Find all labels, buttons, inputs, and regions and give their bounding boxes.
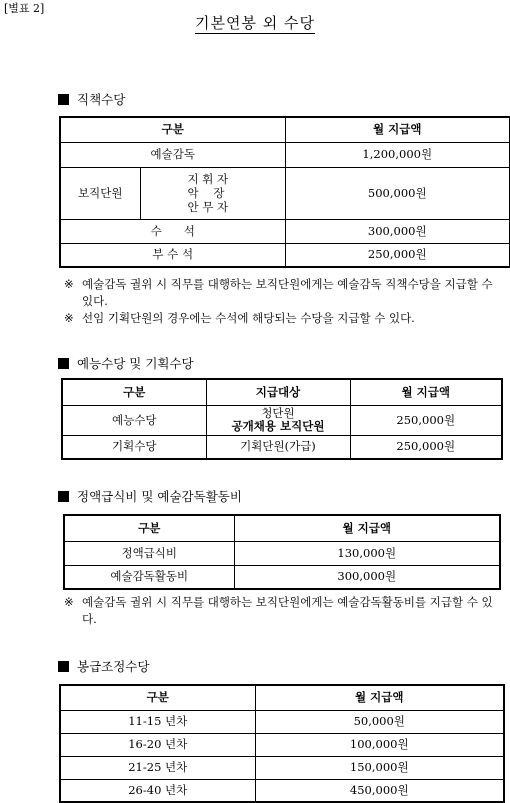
section-heading-text: 직책수당 (77, 92, 126, 107)
section-heading-position-allowance (58, 90, 125, 108)
row-amount: 1,200,000원 (285, 142, 510, 167)
position-allowance-table (59, 116, 510, 268)
header-monthly-amount: 월 지급액 (255, 685, 504, 710)
section-heading-meal-allowance (58, 487, 242, 505)
header-monthly-amount: 월 지급액 (234, 515, 500, 541)
footnote (64, 594, 504, 628)
row-target (206, 405, 350, 435)
row-amount: 100,000원 (255, 733, 504, 756)
page-title-text: 기본연봉 외 수당 (195, 14, 315, 32)
footnote (64, 276, 504, 327)
square-bullet-icon (58, 94, 69, 105)
table-row (60, 756, 504, 779)
table-header-row (60, 685, 504, 710)
table-row (60, 779, 504, 802)
row-label: 11-15 년차 (60, 710, 255, 733)
section-heading-pay-adjustment (58, 657, 149, 675)
row-label: 예술감독활동비 (64, 565, 234, 589)
row-label: 예능수당 (62, 405, 206, 435)
note-text: 예술감독 궐위 시 직무를 대행하는 보직단원에게는 예술감독활동비를 지급할 수 있다. (82, 595, 493, 626)
row-label: 기획수당 (62, 435, 206, 459)
table-row (60, 142, 510, 167)
note-text: 예술감독 궐위 시 직무를 대행하는 보직단원에게는 예술감독 직책수당을 지급할 수 있다. (82, 277, 493, 308)
row-label: 수 석 (60, 219, 285, 243)
table-row (62, 405, 502, 435)
row-amount: 300,000원 (234, 565, 500, 589)
row-group-label: 보직단원 (60, 167, 140, 219)
square-bullet-icon (58, 661, 69, 672)
table-row (64, 541, 500, 565)
header-target: 지급대상 (206, 379, 350, 405)
target-line: 청단원 (261, 406, 295, 420)
table-row (60, 243, 510, 267)
row-amount: 250,000원 (350, 435, 502, 459)
row-amount: 450,000원 (255, 779, 504, 802)
row-label: 26-40 년차 (60, 779, 255, 802)
row-label: 부 수 석 (60, 243, 285, 267)
header-monthly-amount: 월 지급액 (350, 379, 502, 405)
row-amount: 250,000원 (350, 405, 502, 435)
table-row (60, 219, 510, 243)
square-bullet-icon (58, 358, 69, 369)
table-row (60, 167, 510, 219)
row-target: 기획단원(가급) (206, 435, 350, 459)
section-heading-text: 정액급식비 및 예술감독활동비 (77, 489, 242, 504)
table-row (64, 565, 500, 589)
section-heading-text: 봉급조정수당 (77, 659, 150, 674)
row-amount: 300,000원 (285, 219, 510, 243)
note-mark: ※ (64, 595, 74, 609)
target-line: 공개채용 보직단원 (231, 419, 325, 433)
role-concertmaster: 악 장 (187, 186, 225, 200)
row-amount: 500,000원 (285, 167, 510, 219)
row-label: 예술감독 (60, 142, 285, 167)
table-header-row (60, 117, 510, 142)
table-row (60, 733, 504, 756)
row-amount: 50,000원 (255, 710, 504, 733)
row-roles-cell (140, 167, 285, 219)
row-label: 정액급식비 (64, 541, 234, 565)
pay-adjustment-table (59, 684, 505, 803)
header-category: 구분 (62, 379, 206, 405)
row-amount: 130,000원 (234, 541, 500, 565)
meal-allowance-table (63, 514, 501, 590)
row-label: 16-20 년차 (60, 733, 255, 756)
note-mark: ※ (64, 277, 74, 291)
row-amount: 250,000원 (285, 243, 510, 267)
table-row (62, 435, 502, 459)
note-mark: ※ (64, 311, 74, 325)
performance-allowance-table (61, 378, 503, 460)
square-bullet-icon (58, 491, 69, 502)
note-text: 선임 기획단원의 경우에는 수석에 해당되는 수당을 지급할 수 있다. (82, 311, 415, 325)
role-choreographer: 안 무 자 (187, 200, 229, 214)
appendix-tag: [별표 2] (4, 2, 45, 15)
role-conductor: 지 휘 자 (187, 172, 229, 186)
row-label: 21-25 년차 (60, 756, 255, 779)
table-header-row (62, 379, 502, 405)
table-row (60, 710, 504, 733)
header-monthly-amount: 월 지급액 (285, 117, 510, 142)
header-category: 구분 (60, 117, 285, 142)
section-heading-performance-allowance (58, 354, 194, 372)
header-category: 구분 (60, 685, 255, 710)
header-category: 구분 (64, 515, 234, 541)
section-heading-text: 예능수당 및 기획수당 (77, 356, 194, 371)
table-header-row (64, 515, 500, 541)
page-title (0, 12, 510, 33)
row-amount: 150,000원 (255, 756, 504, 779)
